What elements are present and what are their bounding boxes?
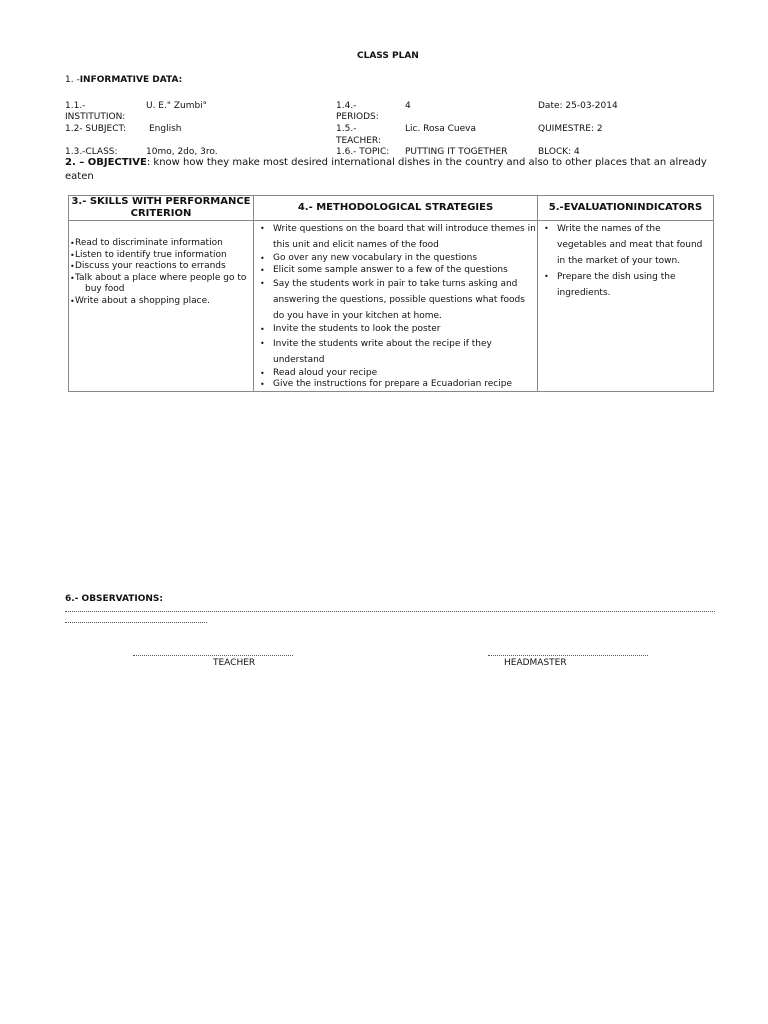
topic-label: 1.6.- TOPIC: bbox=[336, 147, 390, 157]
headmaster-signature-label: HEADMASTER bbox=[504, 658, 567, 668]
strategy-item: • Go over any new vocabulary in the questions bbox=[258, 253, 537, 265]
skills-cell bbox=[69, 221, 254, 392]
skill-item: • Write about a shopping place. bbox=[70, 296, 253, 308]
evaluation-list bbox=[538, 221, 713, 301]
skill-item-text: Talk about a place where people go to bbox=[75, 272, 247, 283]
class-label: 1.3.-CLASS: bbox=[65, 147, 118, 157]
institution-label-1: 1.1.- bbox=[65, 101, 86, 111]
skill-item bbox=[70, 273, 253, 296]
objective-label: 2. – OBJECTIVE bbox=[65, 157, 147, 168]
strategy-item: • Give the instructions for prepare a Ecuadorian recipe bbox=[258, 379, 537, 391]
institution-label-2: INSTITUTION: bbox=[65, 112, 126, 122]
skills-list bbox=[69, 238, 253, 308]
observations-line-1 bbox=[65, 611, 715, 612]
strategies-cell bbox=[254, 221, 538, 392]
teacher-signature-line bbox=[133, 655, 293, 656]
periods-label-2: PERIODS: bbox=[336, 112, 379, 122]
topic-value: PUTTING IT TOGETHER bbox=[405, 147, 508, 157]
skill-item: • Listen to identify true information bbox=[70, 250, 253, 262]
informative-label: INFORMATIVE DATA: bbox=[79, 75, 183, 85]
teacher-value: Lic. Rosa Cueva bbox=[405, 124, 476, 134]
objective-text: : know how they make most desired international dishes in the country and also to other places that an already bbox=[146, 157, 707, 168]
observations-line-2 bbox=[65, 622, 207, 623]
table-body-row bbox=[69, 221, 714, 392]
strategy-item: • Read aloud your recipe bbox=[258, 368, 537, 380]
institution-value: U. E." Zumbi" bbox=[146, 101, 207, 111]
class-value: 10mo, 2do, 3ro. bbox=[146, 147, 218, 157]
evaluation-header: 5.-EVALUATIONINDICATORS bbox=[538, 196, 714, 221]
informative-number: 1. - bbox=[65, 75, 80, 85]
evaluation-item: • Prepare the dish using the ingredients. bbox=[542, 269, 713, 301]
skill-item: • Read to discriminate information bbox=[70, 238, 253, 250]
evaluation-item: • Write the names of the vegetables and meat that found in the market of your town. bbox=[542, 221, 713, 269]
quimestre-text: QUIMESTRE: 2 bbox=[538, 124, 603, 134]
strategies-list bbox=[254, 221, 537, 391]
observations-label: 6.- OBSERVATIONS: bbox=[65, 594, 163, 604]
periods-label-1: 1.4.- bbox=[336, 101, 357, 111]
skill-item-continuation: buy food bbox=[85, 284, 125, 295]
strategy-item: • Invite the students write about the recipe if they understand bbox=[258, 336, 537, 368]
subject-label: 1.2- SUBJECT: bbox=[65, 124, 127, 134]
informative-data-heading bbox=[65, 75, 182, 85]
objective-line-1 bbox=[65, 157, 707, 168]
strategy-item: • Invite the students to look the poster bbox=[258, 324, 537, 336]
strategy-item: • Write questions on the board that will introduce themes in this unit and elicit names of the food bbox=[258, 221, 537, 253]
skill-item: • Discuss your reactions to errands bbox=[70, 261, 253, 273]
teacher-label-2: TEACHER: bbox=[336, 136, 381, 146]
strategies-header: 4.- METHODOLOGICAL STRATEGIES bbox=[254, 196, 538, 221]
table-header-row bbox=[69, 196, 714, 221]
block-text: BLOCK: 4 bbox=[538, 147, 580, 157]
headmaster-signature-line bbox=[488, 655, 648, 656]
class-plan-table bbox=[68, 195, 714, 392]
page-title: CLASS PLAN bbox=[357, 51, 419, 61]
strategy-item: • Say the students work in pair to take turns asking and answering the questions, possible questions what foods do you have in your kitchen at home. bbox=[258, 276, 537, 324]
objective-line-2: eaten bbox=[65, 171, 94, 182]
teacher-signature-label: TEACHER bbox=[213, 658, 256, 668]
date-text: Date: 25-03-2014 bbox=[538, 101, 618, 111]
teacher-label-1: 1.5.- bbox=[336, 124, 357, 134]
evaluation-cell bbox=[538, 221, 714, 392]
subject-value: English bbox=[149, 124, 182, 134]
skills-header: 3.- SKILLS WITH PERFORMANCE CRITERION bbox=[69, 196, 254, 221]
periods-value: 4 bbox=[405, 101, 411, 111]
strategy-item: • Elicit some sample answer to a few of the questions bbox=[258, 265, 537, 277]
